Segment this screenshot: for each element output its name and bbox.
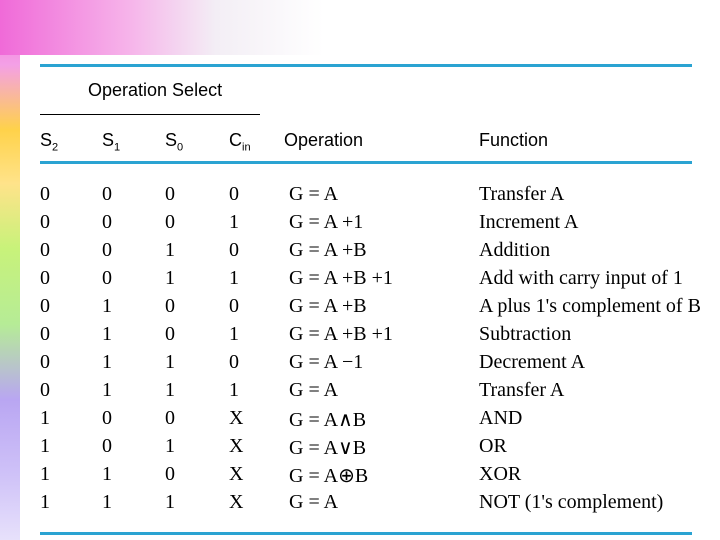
table-row	[0, 323, 720, 351]
cell-s1: 0	[102, 211, 112, 233]
cell-cin: X	[229, 407, 244, 429]
table-row	[0, 407, 720, 435]
header-rule	[40, 161, 692, 164]
cell-cin: X	[229, 435, 244, 457]
cell-s0: 1	[165, 239, 175, 261]
header-s1: $S_1$	[102, 130, 121, 154]
cell-cin: 0	[229, 239, 239, 261]
table-row	[0, 183, 720, 211]
cell-s2: 1	[40, 407, 50, 429]
cell-operation: G = A	[289, 491, 339, 513]
cell-cin: 1	[229, 379, 239, 401]
cell-operation: G = A −1	[289, 351, 364, 373]
cell-s2: 1	[40, 435, 50, 457]
cell-function: Addition	[479, 239, 551, 261]
cell-s1: 1	[102, 463, 112, 485]
cell-s2: 0	[40, 267, 50, 289]
cell-cin: 0	[229, 295, 239, 317]
cell-s0: 0	[165, 211, 175, 233]
cell-s1: 1	[102, 379, 112, 401]
cell-s1: 0	[102, 435, 112, 457]
header-cin: $C_{in}$	[229, 130, 251, 154]
cell-s1: 1	[102, 351, 112, 373]
cell-s2: 1	[40, 463, 50, 485]
cell-operation: G = A +B	[289, 295, 367, 317]
cell-s1: 0	[102, 239, 112, 261]
cell-function: Add with carry input of 1	[479, 267, 683, 289]
header-operation: Operation	[284, 130, 364, 150]
cell-s0: 1	[165, 267, 175, 289]
cell-s2: 0	[40, 239, 50, 261]
cell-cin: X	[229, 463, 244, 485]
table-row	[0, 295, 720, 323]
cell-s2: 0	[40, 351, 50, 373]
cell-function: Transfer A	[479, 183, 565, 205]
cell-s0: 1	[165, 351, 175, 373]
cell-s2: 0	[40, 379, 50, 401]
cell-s2: 0	[40, 183, 50, 205]
cell-s1: 1	[102, 295, 112, 317]
cell-operation: G = A⊕B	[289, 465, 369, 487]
table-row	[0, 239, 720, 267]
table-row	[0, 491, 720, 519]
cell-function: Transfer A	[479, 379, 565, 401]
table-row	[0, 463, 720, 491]
cell-operation: G = A +B +1	[289, 323, 393, 345]
decorative-banner	[0, 0, 720, 55]
cell-function: Subtraction	[479, 323, 572, 345]
cell-operation: G = A	[289, 183, 339, 205]
cell-operation: G = A +B +1	[289, 267, 393, 289]
cell-s0: 0	[165, 463, 175, 485]
header-function: Function	[479, 130, 549, 150]
cell-cin: 0	[229, 351, 239, 373]
table-row	[0, 379, 720, 407]
top-rule	[40, 64, 692, 67]
cell-s1: 0	[102, 183, 112, 205]
table-row	[0, 351, 720, 379]
cell-s0: 1	[165, 491, 175, 513]
cell-cin: X	[229, 491, 244, 513]
cell-cin: 1	[229, 211, 239, 233]
cell-s0: 0	[165, 295, 175, 317]
table-row	[0, 211, 720, 239]
cell-s0: 0	[165, 323, 175, 345]
cell-s2: 1	[40, 491, 50, 513]
operation-select-underline	[40, 114, 260, 115]
cell-operation: G = A +B	[289, 239, 367, 261]
operation-select-label: Operation Select	[88, 80, 223, 100]
cell-operation: G = A∨B	[289, 437, 367, 459]
cell-operation: G = A∧B	[289, 409, 367, 431]
cell-function: Increment A	[479, 211, 579, 233]
cell-cin: 1	[229, 323, 239, 345]
cell-s1: 0	[102, 267, 112, 289]
cell-s2: 0	[40, 211, 50, 233]
cell-s0: 0	[165, 183, 175, 205]
cell-cin: 1	[229, 267, 239, 289]
cell-function: AND	[479, 407, 523, 429]
header-s2: $S_2$	[40, 130, 59, 154]
cell-function: Decrement A	[479, 351, 586, 373]
table-row	[0, 267, 720, 295]
cell-cin: 0	[229, 183, 239, 205]
header-s0: $S_0$	[165, 130, 184, 154]
cell-function: OR	[479, 435, 507, 457]
cell-s1: 1	[102, 323, 112, 345]
cell-s2: 0	[40, 323, 50, 345]
cell-function: XOR	[479, 463, 522, 485]
cell-function: A plus 1's complement of B	[479, 295, 701, 317]
cell-s0: 1	[165, 435, 175, 457]
cell-s1: 0	[102, 407, 112, 429]
cell-function: NOT (1's complement)	[479, 491, 664, 513]
table-row	[0, 435, 720, 463]
bottom-rule	[40, 532, 692, 535]
cell-s0: 0	[165, 407, 175, 429]
cell-s1: 1	[102, 491, 112, 513]
cell-operation: G = A	[289, 379, 339, 401]
cell-s2: 0	[40, 295, 50, 317]
cell-operation: G = A +1	[289, 211, 364, 233]
cell-s0: 1	[165, 379, 175, 401]
